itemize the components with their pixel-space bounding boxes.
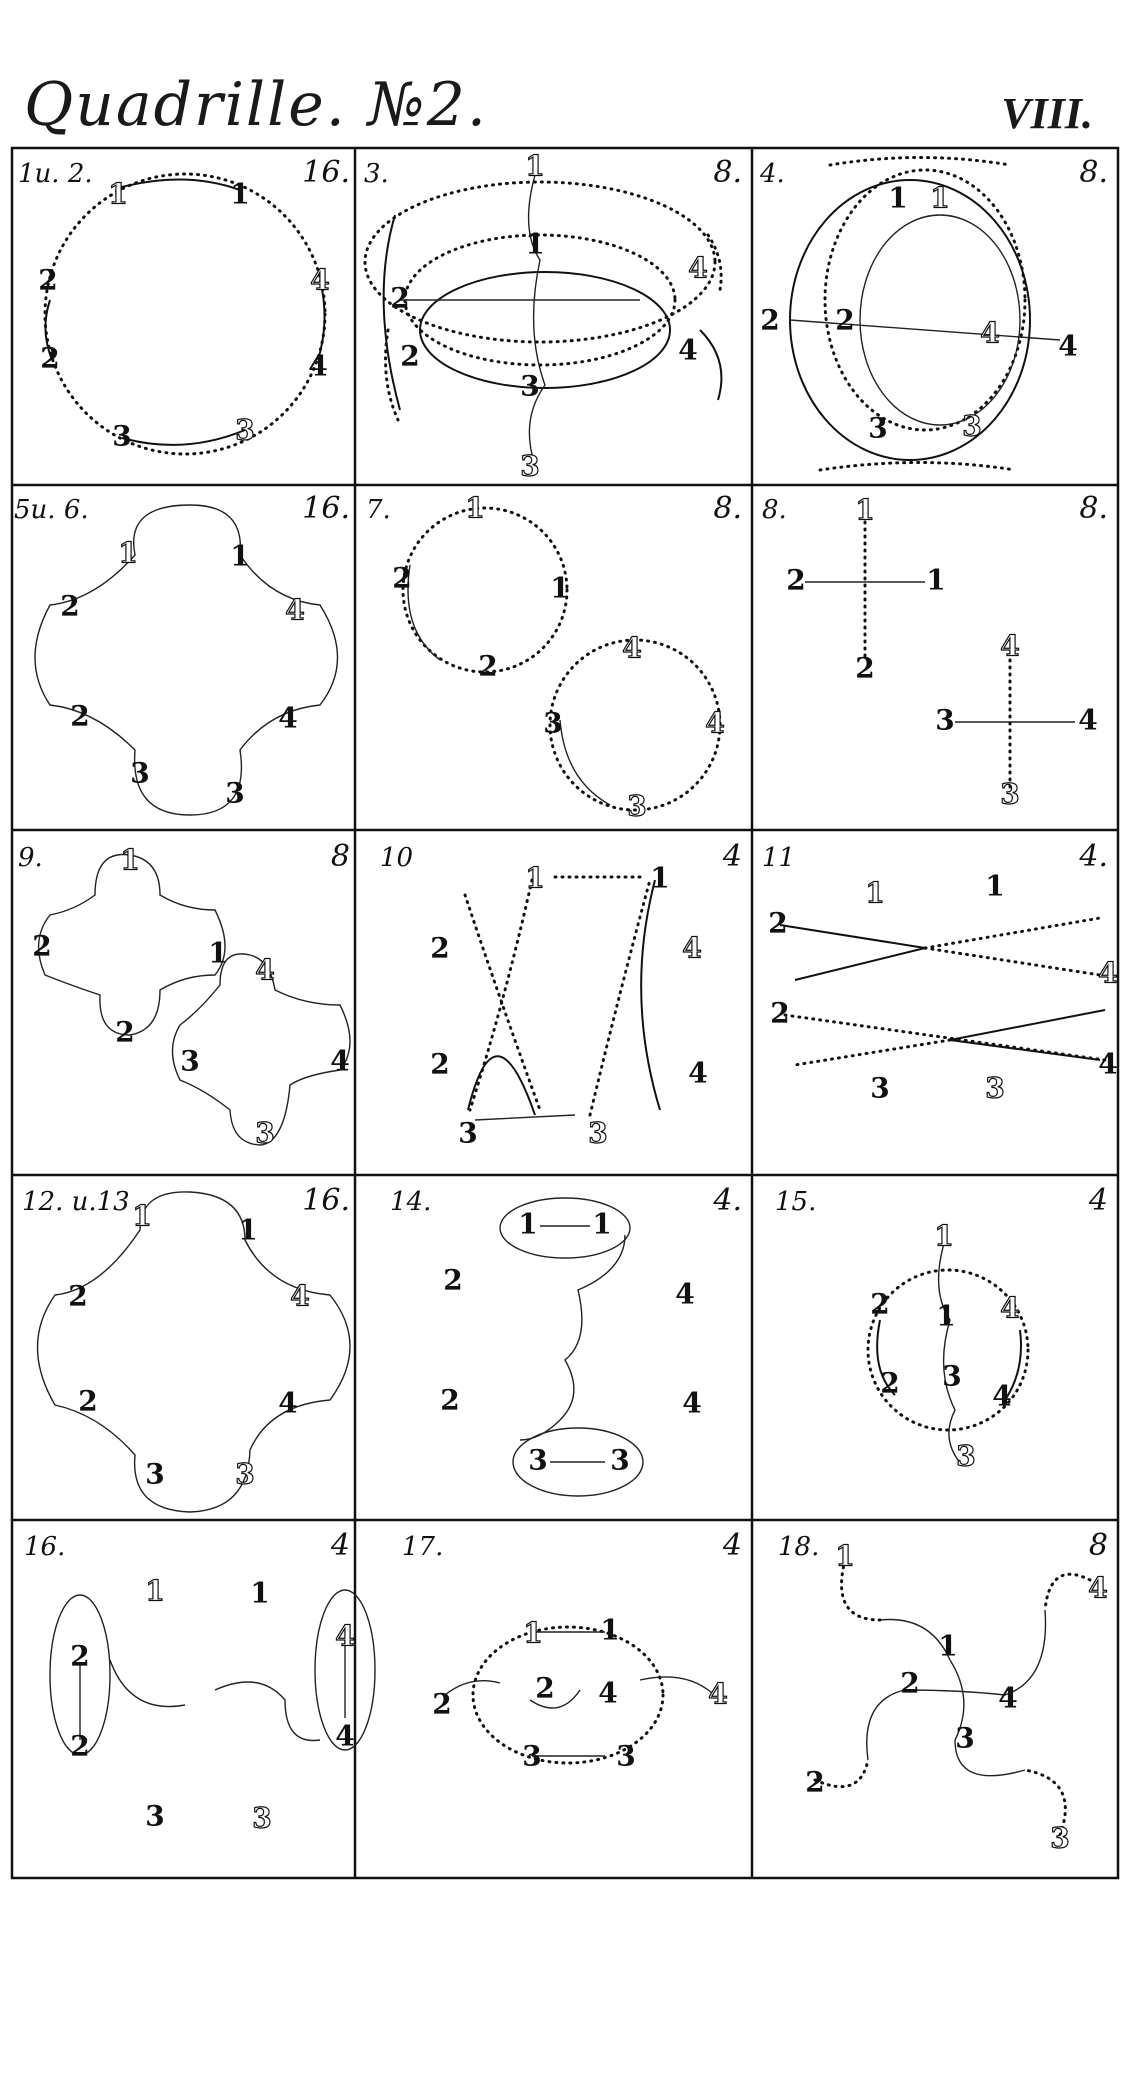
grid-lines (12, 148, 1118, 1878)
dancer-2: 2 (855, 651, 875, 685)
figure-count: 8. (1079, 155, 1108, 190)
dancer-4-hollow: 4 (1000, 1291, 1020, 1325)
dancer-3: 3 (955, 1721, 975, 1755)
dancer-3-hollow: 3 (235, 1457, 255, 1491)
dancer-2: 2 (535, 1671, 555, 1705)
dancer-4-hollow: 4 (285, 593, 305, 627)
dancer-2: 2 (40, 341, 60, 375)
dancer-1-hollow: 1 (934, 1219, 954, 1253)
dancer-1: 1 (525, 227, 545, 261)
dancer-4: 4 (598, 1676, 618, 1710)
figure-cell-4 (759, 155, 1108, 470)
dancer-2: 2 (478, 649, 498, 683)
dancer-3-hollow: 3 (1050, 1821, 1070, 1855)
figure-label: 8. (762, 495, 787, 525)
dancer-4-hollow: 4 (708, 1677, 728, 1711)
dancer-4-hollow: 4 (1088, 1571, 1108, 1605)
dancer-2: 2 (760, 303, 780, 337)
figure-label: 18. (778, 1532, 820, 1562)
dancer-3: 3 (180, 1044, 200, 1078)
dancer-1: 1 (208, 936, 228, 970)
dancer-2: 2 (60, 589, 80, 623)
dancer-4: 4 (335, 1719, 355, 1753)
dancer-3-hollow: 3 (520, 449, 540, 483)
figure-label: 15. (775, 1187, 817, 1217)
dancer-2: 2 (68, 1279, 88, 1313)
figure-count: 16. (302, 1183, 350, 1218)
dancer-4-hollow: 4 (705, 706, 725, 740)
figure-count: 8 (330, 839, 350, 874)
dancer-1-hollow: 1 (930, 181, 950, 215)
dancer-1: 1 (230, 539, 250, 573)
dancer-4: 4 (330, 1044, 350, 1078)
figure-label: 16. (24, 1532, 66, 1562)
dancer-3: 3 (868, 411, 888, 445)
dancer-4: 4 (1078, 703, 1098, 737)
dancer-4-hollow: 4 (1000, 629, 1020, 663)
figure-count: 4 (1088, 1183, 1108, 1218)
dancer-1-hollow: 1 (855, 493, 875, 527)
figure-label: 12. u.13 (22, 1187, 130, 1217)
dancer-1: 1 (592, 1207, 612, 1241)
dancer-1: 1 (650, 861, 670, 895)
dancer-4: 4 (675, 1277, 695, 1311)
dancer-1: 1 (230, 177, 250, 211)
dancer-3-hollow: 3 (962, 409, 982, 443)
figure-label: 14. (390, 1187, 432, 1217)
figure-count: 8. (713, 491, 742, 526)
figure-count: 8. (713, 155, 742, 190)
dancer-1-hollow: 1 (525, 149, 545, 183)
dancer-3: 3 (610, 1443, 630, 1477)
dancer-4: 4 (992, 1379, 1012, 1413)
figure-count: 8. (1079, 491, 1108, 526)
dancer-1: 1 (238, 1213, 258, 1247)
figure-label: 7. (366, 495, 391, 525)
dancer-1: 1 (936, 1299, 956, 1333)
dancer-4-hollow: 4 (255, 953, 275, 987)
figure-cell-12 (22, 1183, 350, 1512)
dancer-4-hollow: 4 (290, 1279, 310, 1313)
dancer-3: 3 (942, 1359, 962, 1393)
dancer-3-hollow: 3 (588, 1116, 608, 1150)
dancer-4-hollow: 4 (335, 1619, 355, 1653)
dancer-2: 2 (768, 906, 788, 940)
dancer-2: 2 (38, 263, 58, 297)
dancer-2: 2 (70, 1639, 90, 1673)
dancer-2: 2 (430, 931, 450, 965)
dancer-3-hollow: 3 (1000, 777, 1020, 811)
dancer-1-hollow: 1 (132, 1199, 152, 1233)
figure-count: 4. (1079, 839, 1108, 874)
dancer-3: 3 (935, 703, 955, 737)
dancer-3: 3 (616, 1739, 636, 1773)
dancer-3-hollow: 3 (255, 1116, 275, 1150)
figure-count: 4 (330, 1528, 350, 1563)
figure-count: 4 (722, 1528, 742, 1563)
dancer-2: 2 (115, 1015, 135, 1049)
figure-label: 17. (402, 1532, 444, 1562)
dancer-4-hollow: 4 (980, 316, 1000, 350)
dancer-1-hollow: 1 (465, 491, 485, 525)
dancer-4-hollow: 4 (688, 251, 708, 285)
figure-label: 9. (18, 843, 43, 873)
dancer-2: 2 (400, 339, 420, 373)
dancer-1-hollow: 1 (118, 536, 138, 570)
figure-cell-17 (402, 1528, 742, 1773)
dancer-2: 2 (70, 1729, 90, 1763)
figure-count: 4 (722, 839, 742, 874)
dancer-2: 2 (870, 1287, 890, 1321)
dancer-3-hollow: 3 (252, 1801, 272, 1835)
dancer-1: 1 (985, 869, 1005, 903)
dancer-1: 1 (250, 1576, 270, 1610)
figure-cell-11 (762, 839, 1118, 1105)
figure-count: 16. (302, 491, 350, 526)
figure-label: 1u. 2. (18, 159, 93, 189)
dancer-4-hollow: 4 (310, 263, 330, 297)
dancer-2: 2 (392, 561, 412, 595)
dancer-3: 3 (145, 1457, 165, 1491)
dancer-2: 2 (805, 1765, 825, 1799)
dancer-1: 1 (926, 563, 946, 597)
figure-cell-7 (366, 491, 742, 823)
dancer-1-hollow: 1 (108, 177, 128, 211)
dancer-2: 2 (430, 1047, 450, 1081)
dancer-3: 3 (520, 369, 540, 403)
figure-cell-1 (18, 155, 350, 454)
figure-cell-3 (364, 150, 742, 483)
dancer-3-hollow: 3 (985, 1071, 1005, 1105)
dancer-2: 2 (786, 563, 806, 597)
figure-label: 11 (762, 843, 796, 873)
dancer-4-hollow: 4 (622, 631, 642, 665)
dancer-4: 4 (688, 1056, 708, 1090)
dancer-2: 2 (32, 929, 52, 963)
dancer-2: 2 (900, 1666, 920, 1700)
dancer-2: 2 (443, 1263, 463, 1297)
figure-count: 8 (1088, 1528, 1108, 1563)
dancer-1: 1 (600, 1613, 620, 1647)
dancer-2: 2 (432, 1687, 452, 1721)
dancer-3: 3 (458, 1116, 478, 1150)
dancer-1-hollow: 1 (835, 1539, 855, 1573)
dancer-4: 4 (998, 1681, 1018, 1715)
dancer-1-hollow: 1 (120, 843, 140, 877)
dancer-1-hollow: 1 (865, 876, 885, 910)
dancer-1: 1 (938, 1629, 958, 1663)
page-title: Quadrille. №2. (24, 70, 488, 140)
figure-label: 4. (760, 159, 785, 189)
dancer-3: 3 (225, 776, 245, 810)
figure-label: 3. (364, 159, 389, 189)
figure-cell-8 (762, 491, 1108, 811)
figure-count: 4. (713, 1183, 742, 1218)
plate-number: VIII. (1001, 89, 1093, 138)
dancer-3: 3 (528, 1443, 548, 1477)
dancer-1-hollow: 1 (523, 1616, 543, 1650)
figure-cell-14 (390, 1183, 742, 1496)
dancer-2: 2 (440, 1383, 460, 1417)
dancer-1: 1 (550, 571, 570, 605)
dancer-1-hollow: 1 (525, 861, 545, 895)
dancer-4: 4 (682, 1386, 702, 1420)
dancer-4-hollow: 4 (682, 931, 702, 965)
figure-count: 16. (302, 155, 350, 190)
dancer-2: 2 (390, 281, 410, 315)
dancer-3: 3 (112, 419, 132, 453)
dancer-4: 4 (278, 701, 298, 735)
dancer-4: 4 (1098, 1047, 1118, 1081)
dancer-3: 3 (522, 1739, 542, 1773)
dancer-2: 2 (78, 1384, 98, 1418)
dancer-4: 4 (678, 333, 698, 367)
dancer-3: 3 (870, 1071, 890, 1105)
dancer-1-hollow: 1 (145, 1574, 165, 1608)
figure-label: 5u. 6. (14, 495, 89, 525)
figure-label: 10 (380, 843, 414, 873)
figure-cell-9 (18, 839, 350, 1150)
dancer-1: 1 (888, 181, 908, 215)
dancer-4: 4 (308, 349, 328, 383)
dancer-2: 2 (835, 303, 855, 337)
figure-cell-18 (778, 1528, 1108, 1855)
dancer-2: 2 (880, 1366, 900, 1400)
figure-cell-5 (14, 491, 350, 815)
dancer-3-hollow: 3 (956, 1439, 976, 1473)
dancer-1: 1 (518, 1207, 538, 1241)
dancer-3: 3 (543, 706, 563, 740)
figure-cell-10 (380, 839, 742, 1150)
dancer-4-hollow: 4 (1098, 956, 1118, 990)
dancer-4: 4 (278, 1386, 298, 1420)
dancer-3: 3 (145, 1799, 165, 1833)
figure-cell-16 (24, 1528, 375, 1835)
dancer-2: 2 (70, 699, 90, 733)
dancer-3: 3 (130, 756, 150, 790)
dancer-2: 2 (770, 996, 790, 1030)
dancer-3-hollow: 3 (235, 413, 255, 447)
dancer-4: 4 (1058, 329, 1078, 363)
dancer-3-hollow: 3 (627, 789, 647, 823)
figure-cell-15 (775, 1183, 1108, 1473)
